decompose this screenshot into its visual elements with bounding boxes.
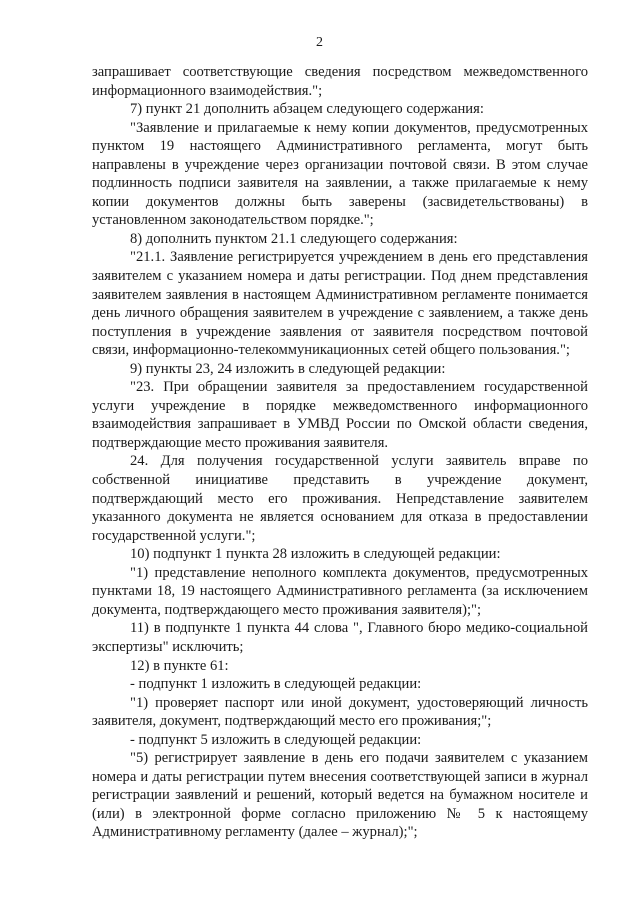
- paragraph-continuation: запрашивает соответствующие сведения посредством межведомственного информационного взаимодействия.";: [92, 64, 588, 99]
- paragraph-subitem-1: - подпункт 1 изложить в следующей редакции:: [130, 676, 422, 693]
- paragraph-item-12: 12) в пункте 61:: [130, 657, 229, 674]
- paragraph-item-9: 9) пункты 23, 24 изложить в следующей редакции:: [130, 360, 446, 377]
- document-body: [92, 63, 588, 842]
- paragraph-quote-61-5: "5) регистрирует заявление в день его подачи заявителем с указанием номера и даты регистрации путем внесения соответствующей записи в журнал регистрации заявлений и решений, который ведется на бумажном носителе и (или) в электронной форме согласно приложению № 5 к настоящему Административному регламенту (далее – журнал);";: [92, 750, 588, 841]
- paragraph-item-8: 8) дополнить пунктом 21.1 следующего содержания:: [130, 230, 458, 247]
- paragraph-quote-24: 24. Для получения государственной услуги заявитель вправе по собственной инициативе представить в учреждение документ, подтверждающий место его проживания. Непредставление заявителем указанного документа не является основанием для отказа в предоставлении государственной услуги.";: [92, 453, 588, 544]
- page-number: 2: [316, 35, 323, 50]
- paragraph-quote-28-1: "1) представление неполного комплекта документов, предусмотренных пунктами 18, 19 настоящего Административного регламента (за исключением документа, подтверждающего место проживания заявителя);";: [92, 564, 588, 618]
- paragraph-item-7: 7) пункт 21 дополнить абзацем следующего содержания:: [130, 101, 484, 118]
- paragraph-item-11: 11) в подпункте 1 пункта 44 слова ", Главного бюро медико-социальной экспертизы" исключить;: [92, 620, 588, 655]
- paragraph-quote-21-1: "21.1. Заявление регистрируется учреждением в день его представления заявителем с указанием номера и даты регистрации. Под днем представления заявителем заявления в настоящем Административном регламенте понимается день личного обращения заявителем в учреждение с заявлением, а также день поступления в учреждение заявления от заявителя посредством почтовой связи, информационно-телекоммуникационных сетей общего пользования.";: [92, 249, 588, 359]
- paragraph-quote-61-1: "1) проверяет паспорт или иной документ, удостоверяющий личность заявителя, документ, подтверждающий место его проживания;";: [92, 694, 588, 730]
- paragraph-quote-23: "23. При обращении заявителя за предоставлением государственной услуги учреждение в порядке межведомственного информационного взаимодействия запрашивает в УМВД России по Омской области сведения, подтверждающие место проживания заявителя.: [92, 379, 588, 451]
- paragraph-item-10: 10) подпункт 1 пункта 28 изложить в следующей редакции:: [130, 546, 501, 563]
- paragraph-subitem-5: - подпункт 5 изложить в следующей редакции:: [130, 731, 422, 748]
- paragraph-quote-21: "Заявление и прилагаемые к нему копии документов, предусмотренных пунктом 19 настоящего Административного регламента, могут быть направлены в учреждение через организации почтовой связи. В этом случае подлинность подписи заявителя на заявлении, а также прилагаемые к нему копии документов должны быть заверены (засвидетельствованы) в установленном законодательством порядке.";: [92, 119, 588, 229]
